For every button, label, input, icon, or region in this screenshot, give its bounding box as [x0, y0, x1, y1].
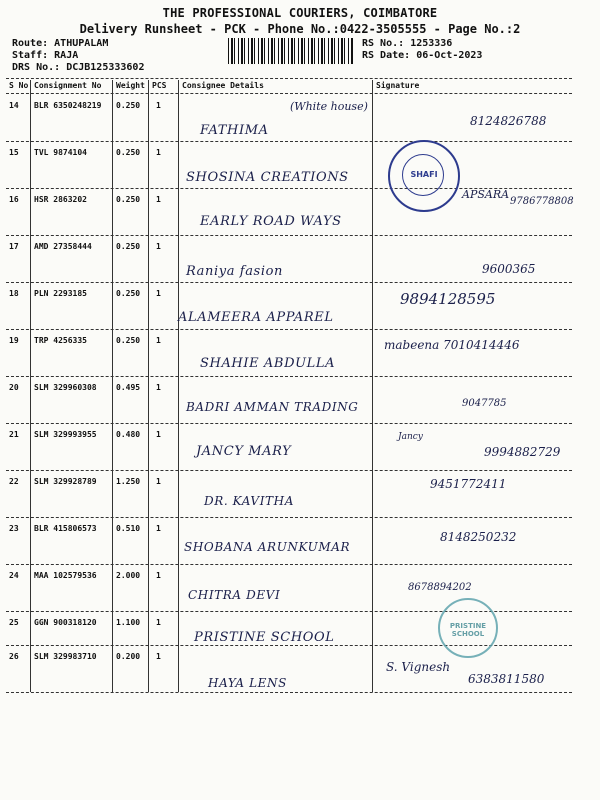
- row-consignment: SLM 329960308: [34, 383, 97, 392]
- handwritten-phone: 8124826788: [470, 114, 547, 128]
- handwritten-phone: 8678894202: [408, 582, 472, 593]
- drs-value: DCJB125333602: [66, 62, 145, 73]
- handwritten-consignee: SHOBANA ARUNKUMAR: [184, 540, 351, 554]
- row-weight: 0.250: [116, 336, 141, 345]
- row-consignment: BLR 415806573: [34, 524, 97, 533]
- handwritten-consignee: BADRI AMMAN TRADING: [186, 400, 359, 414]
- handwritten-phone: 9047785: [462, 398, 507, 409]
- row-sno: 15: [9, 148, 19, 157]
- row-sno: 23: [9, 524, 19, 533]
- row-pcs: 1: [156, 101, 161, 110]
- handwritten-consignee: JANCY MARY: [196, 444, 292, 459]
- col-consignee: Consignee Details: [182, 81, 264, 90]
- stamp-text: SHAFI: [410, 170, 438, 179]
- rs-date-label: RS Date:: [362, 50, 411, 61]
- row-pcs: 1: [156, 618, 161, 627]
- route-field: [12, 38, 108, 49]
- document-subtitle: Delivery Runsheet - PCK - Phone No.:0422-3505555 - Page No.:2: [79, 22, 521, 36]
- row-pcs: 1: [156, 477, 161, 486]
- row-pcs: 1: [156, 430, 161, 439]
- handwritten-consignee: SHOSINA CREATIONS: [186, 170, 349, 185]
- barcode: [228, 38, 354, 64]
- row-weight: 0.495: [116, 383, 141, 392]
- col-signature: Signature: [376, 81, 420, 90]
- drs-label: DRS No.:: [12, 62, 61, 73]
- route-label: Route:: [12, 38, 49, 49]
- handwritten-phone: 9600365: [482, 262, 536, 276]
- row-weight: 0.480: [116, 430, 141, 439]
- row-pcs: 1: [156, 652, 161, 661]
- row-consignment: TVL 9874104: [34, 148, 87, 157]
- row-weight: 0.200: [116, 652, 141, 661]
- col-pcs: PCS: [152, 81, 167, 90]
- rs-no-field: [362, 38, 452, 49]
- row-sno: 20: [9, 383, 19, 392]
- row-sno: 19: [9, 336, 19, 345]
- row-weight: 1.100: [116, 618, 141, 627]
- row-pcs: 1: [156, 289, 161, 298]
- row-consignment: AMD 27358444: [34, 242, 92, 251]
- row-pcs: 1: [156, 148, 161, 157]
- handwritten-consignee: Raniya fasion: [186, 264, 283, 279]
- staff-value: RAJA: [54, 50, 79, 61]
- handwritten-consignee: ALAMEERA APPAREL: [178, 310, 334, 325]
- row-weight: 0.250: [116, 289, 141, 298]
- stamp-text: PRISTINE SCHOOL: [449, 622, 487, 638]
- row-weight: 0.250: [116, 195, 141, 204]
- row-weight: 0.250: [116, 242, 141, 251]
- document-title: THE PROFESSIONAL COURIERS, COIMBATORE: [162, 6, 438, 20]
- handwritten-consignee: CHITRA DEVI: [188, 588, 281, 602]
- row-pcs: 1: [156, 242, 161, 251]
- col-consignment: Consignment No: [34, 81, 102, 90]
- row-sno: 22: [9, 477, 19, 486]
- handwritten-phone: 9894128595: [400, 290, 496, 308]
- row-pcs: 1: [156, 524, 161, 533]
- handwritten-signature: S. Vignesh: [386, 660, 451, 674]
- row-pcs: 1: [156, 336, 161, 345]
- row-consignment: PLN 2293185: [34, 289, 87, 298]
- row-sno: 17: [9, 242, 19, 251]
- handwritten-phone: mabeena 7010414446: [384, 338, 520, 352]
- row-sno: 24: [9, 571, 19, 580]
- route-value: ATHUPALAM: [54, 38, 109, 49]
- handwritten-phone: 8148250232: [440, 530, 517, 544]
- row-weight: 2.000: [116, 571, 141, 580]
- company-stamp: [388, 140, 460, 212]
- row-sno: 25: [9, 618, 19, 627]
- row-consignment: BLR 6350248219: [34, 101, 102, 110]
- row-weight: 0.250: [116, 101, 141, 110]
- handwritten-phone: 6383811580: [468, 672, 545, 686]
- school-stamp: [438, 598, 498, 658]
- row-consignment: SLM 329928789: [34, 477, 97, 486]
- rs-no-value: 1253336: [410, 38, 453, 49]
- staff-label: Staff:: [12, 50, 49, 61]
- row-pcs: 1: [156, 571, 161, 580]
- handwriting-note: (White house): [290, 100, 368, 113]
- rs-date-value: 06-Oct-2023: [416, 50, 483, 61]
- rs-no-label: RS No.:: [362, 38, 405, 49]
- row-consignment: TRP 4256335: [34, 336, 87, 345]
- handwritten-consignee: FATHIMA: [200, 123, 269, 138]
- row-consignment: HSR 2863202: [34, 195, 87, 204]
- handwritten-phone: 9786778808: [510, 196, 574, 207]
- row-consignment: SLM 329993955: [34, 430, 97, 439]
- handwritten-consignee: SHAHIE ABDULLA: [200, 356, 336, 371]
- row-sno: 16: [9, 195, 19, 204]
- row-consignment: SLM 329983710: [34, 652, 97, 661]
- row-weight: 0.250: [116, 148, 141, 157]
- handwritten-consignee: PRISTINE SCHOOL: [194, 630, 335, 645]
- row-sno: 26: [9, 652, 19, 661]
- handwritten-signature: Jancy: [398, 432, 423, 442]
- handwritten-phone: 9994882729: [484, 445, 561, 459]
- rs-date-field: [362, 50, 482, 61]
- handwritten-signature: APSARA: [462, 188, 510, 201]
- handwritten-consignee: EARLY ROAD WAYS: [200, 214, 342, 229]
- row-weight: 0.510: [116, 524, 141, 533]
- handwritten-consignee: DR. KAVITHA: [204, 494, 294, 508]
- col-sno: S No: [9, 81, 29, 90]
- row-consignment: GGN 900318120: [34, 618, 97, 627]
- row-pcs: 1: [156, 195, 161, 204]
- handwritten-consignee: HAYA LENS: [208, 676, 287, 690]
- table-header: [6, 79, 572, 93]
- row-consignment: MAA 102579536: [34, 571, 97, 580]
- drs-field: [12, 62, 144, 73]
- row-sno: 18: [9, 289, 19, 298]
- row-weight: 1.250: [116, 477, 141, 486]
- col-weight: Weight: [116, 81, 145, 90]
- row-pcs: 1: [156, 383, 161, 392]
- table-bottom-rule: [6, 692, 572, 693]
- row-sno: 21: [9, 430, 19, 439]
- staff-field: [12, 50, 78, 61]
- row-sno: 14: [9, 101, 19, 110]
- handwritten-phone: 9451772411: [430, 477, 507, 491]
